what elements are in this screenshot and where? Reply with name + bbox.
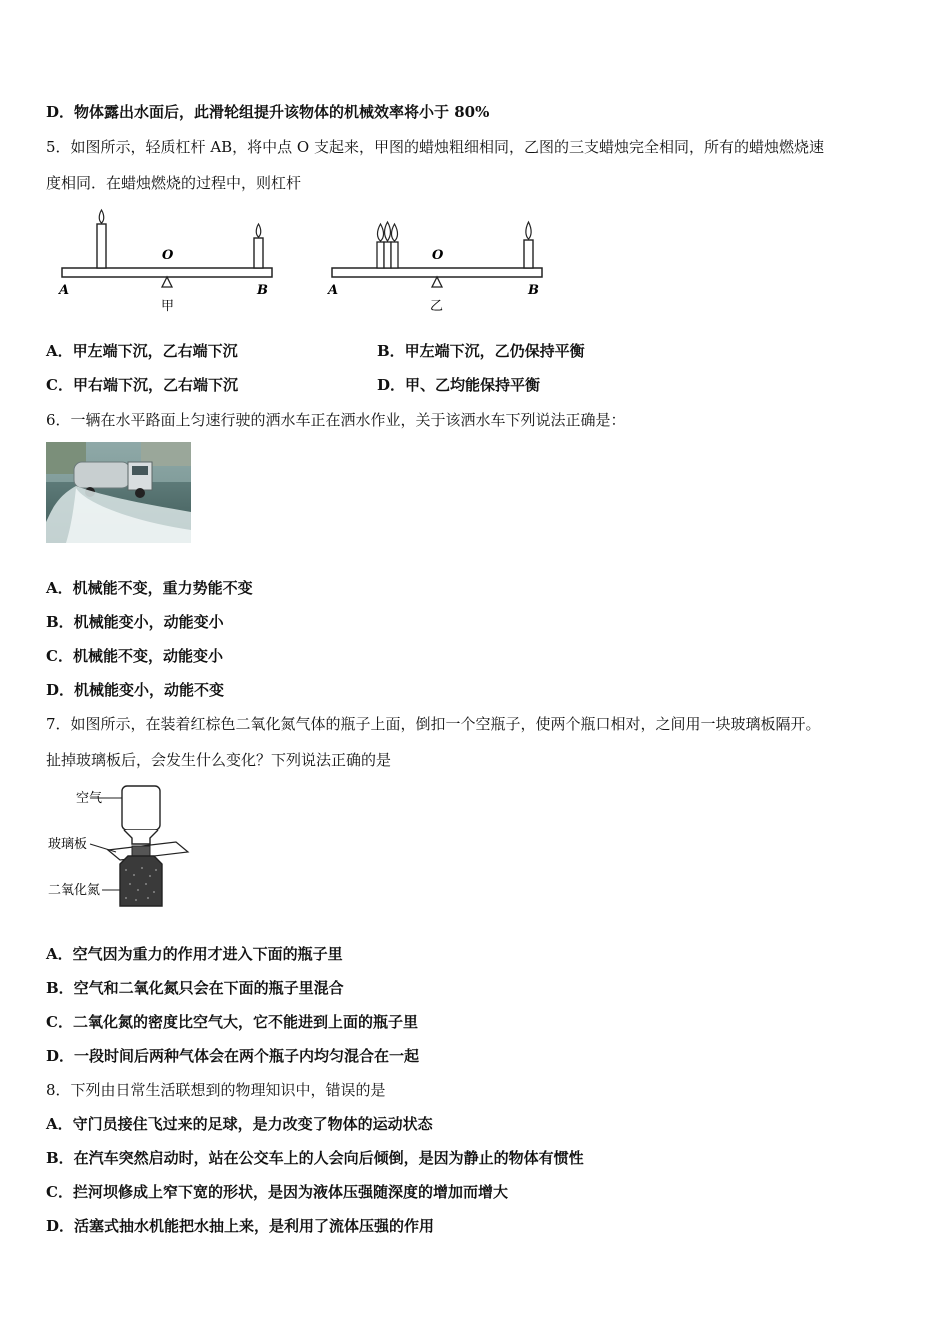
q5-stem-line1: 5．如图所示，轻质杠杆 AB，将中点 O 支起来，甲图的蜡烛粗细相同，乙图的三支蜡烛完全相同，所有的蜡烛燃烧速 [46, 138, 825, 156]
flame-icon [391, 224, 397, 241]
flame-icon [526, 222, 531, 239]
candle-icon [254, 238, 263, 268]
lever-left [57, 210, 272, 314]
fulcrum-icon [432, 277, 442, 287]
q5-stem-line2: 度相同．在蜡烛燃烧的过程中，则杠杆 [46, 174, 302, 192]
flame-icon [99, 210, 104, 223]
sprinkler-truck-photo [46, 442, 191, 543]
q8-option-d: D．活塞式抽水机能把水抽上来，是利用了流体压强的作用 [46, 1217, 435, 1235]
q7-stem-line1: 7．如图所示，在装着红棕色二氧化氮气体的瓶子上面，倒扣一个空瓶子，使两个瓶口相对，之间用一块玻璃板隔开。 [46, 715, 821, 733]
fulcrum-icon [162, 277, 172, 287]
q6-option-b: B．机械能变小，动能变小 [46, 613, 224, 631]
label-o: O [432, 248, 444, 263]
flame-icon [256, 224, 261, 237]
q5-option-d: D．甲、乙均能保持平衡 [377, 376, 541, 394]
q4-option-d: D．物体露出水面后，此滑轮组提升该物体的机械效率将小于 80% [46, 103, 490, 121]
flame-icon [377, 224, 383, 241]
lever-right [326, 222, 542, 314]
label-no2: 二氧化氮 [48, 883, 101, 898]
q5-option-a: A．甲左端下沉，乙右端下沉 [46, 342, 238, 360]
q7-option-c: C．二氧化氮的密度比空气大，它不能进到上面的瓶子里 [46, 1013, 418, 1031]
label-b: B [257, 283, 268, 298]
flame-icon [384, 222, 390, 241]
bottle-icon [122, 786, 160, 830]
q7-option-a: A．空气因为重力的作用才进入下面的瓶子里 [46, 945, 343, 963]
q6-stem: 6．一辆在水平路面上匀速行驶的洒水车正在洒水作业，关于该洒水车下列说法正确是： [46, 411, 626, 429]
label-b: B [528, 283, 539, 298]
q7-option-d: D．一段时间后两种气体会在两个瓶子内均匀混合在一起 [46, 1047, 420, 1065]
q6-option-a: A．机械能不变，重力势能不变 [46, 579, 253, 597]
candle-icon [384, 242, 391, 268]
q6-option-d: D．机械能变小，动能不变 [46, 681, 225, 699]
q7-option-b: B．空气和二氧化氮只会在下面的瓶子里混合 [46, 979, 344, 997]
gas-diffusion-figure [46, 780, 196, 912]
q5-option-c: C．甲右端下沉，乙右端下沉 [46, 376, 238, 394]
candle-icon [524, 240, 533, 268]
q6-option-c: C．机械能不变，动能变小 [46, 647, 223, 665]
candle-icon [97, 224, 106, 268]
q8-option-c: C．拦河坝修成上窄下宽的形状，是因为液体压强随深度的增加而增大 [46, 1183, 508, 1201]
q8-stem: 8．下列由日常生活联想到的物理知识中，错误的是 [46, 1081, 386, 1099]
candle-icon [391, 242, 398, 268]
label-o: O [162, 248, 174, 263]
caption-jia: 甲 [161, 299, 175, 314]
lever-candles-figure [56, 206, 556, 318]
label-air: 空气 [76, 791, 103, 806]
q8-option-b: B．在汽车突然启动时，站在公交车上的人会向后倾倒，是因为静止的物体有惯性 [46, 1149, 584, 1167]
label-a: A [328, 283, 339, 298]
caption-yi: 乙 [430, 299, 444, 314]
q5-option-b: B．甲左端下沉，乙仍保持平衡 [377, 342, 585, 360]
candle-icon [377, 242, 384, 268]
label-a: A [59, 283, 70, 298]
q8-option-a: A．守门员接住飞过来的足球，是力改变了物体的运动状态 [46, 1115, 433, 1133]
label-glass-plate: 玻璃板 [48, 837, 88, 852]
q7-stem-line2: 扯掉玻璃板后，会发生什么变化？下列说法正确的是 [46, 751, 392, 769]
